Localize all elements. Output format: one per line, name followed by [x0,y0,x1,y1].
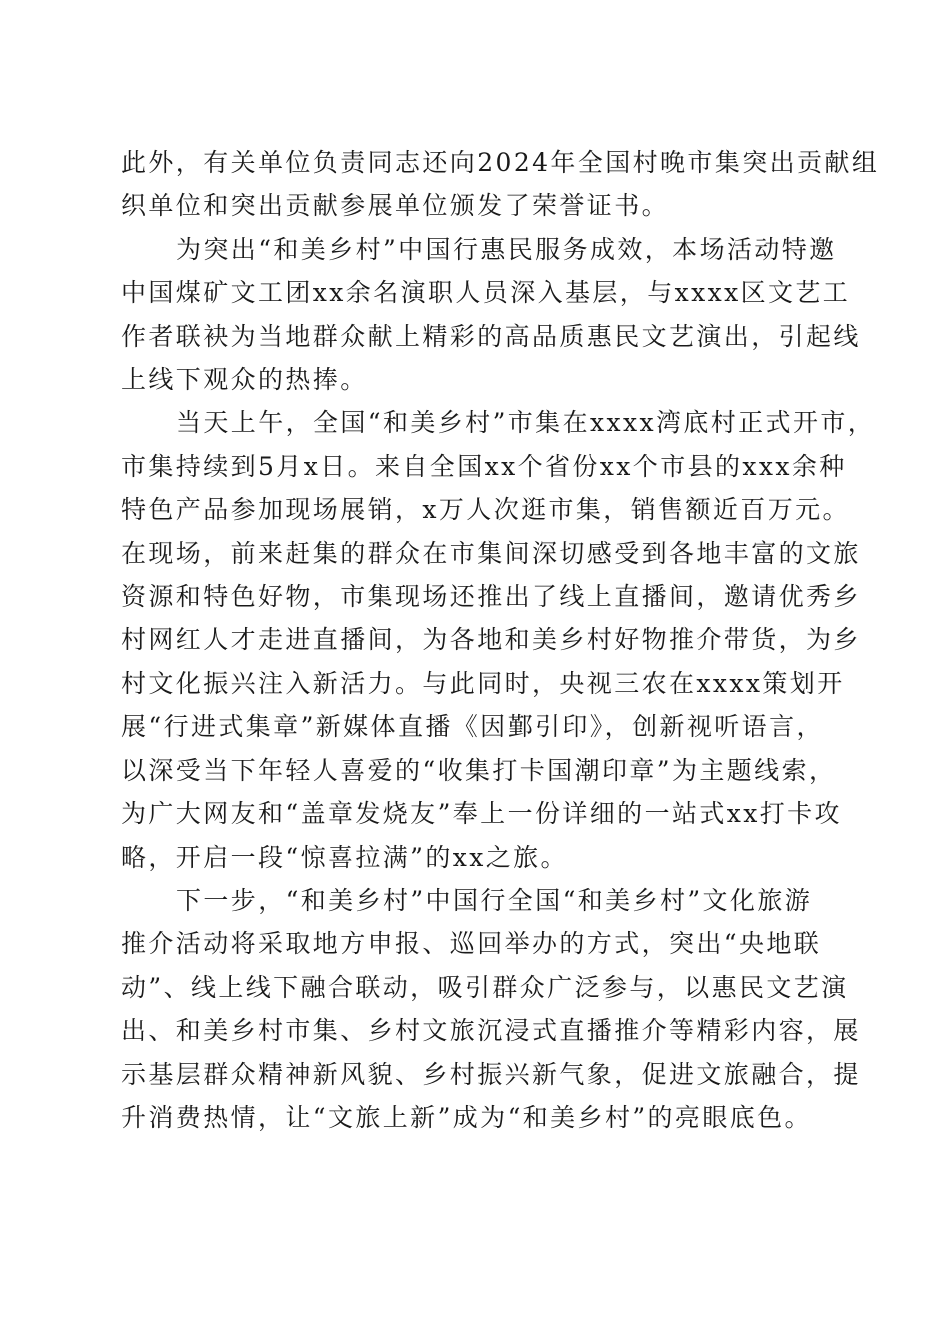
text-line: 出、和美乡村市集、乡村文旅沉浸式直播推介等精彩内容，展 [121,1016,861,1046]
text-line: 此外，有关单位负责同志还向2024年全国村晚市集突出贡献组 [121,148,880,177]
text-line: 以深受当下年轻人喜爱的“收集打卡国潮印章”为主题线索， [121,755,837,785]
text-line: 在现场，前来赶集的群众在市集间深切感受到各地丰富的文旅 [121,538,861,568]
text-line: 市集持续到5月x日。来自全国xx个省份xx个市县的xxx余种 [121,451,847,481]
paragraph-3 [121,401,876,878]
text-line: 略，开启一段“惊喜拉满”的xx之旅。 [121,842,568,872]
text-line: 下一步，“和美乡村”中国行全国“和美乡村”文化旅游 [176,885,813,915]
text-line: 为突出“和美乡村”中国行惠民服务成效，本场活动特邀 [176,234,837,264]
text-line: 织单位和突出贡献参展单位颁发了荣誉证书。 [121,191,670,221]
paragraph-2 [121,228,861,402]
text-line: 动”、线上线下融合联动，吸引群众广泛参与，以惠民文艺演 [121,972,849,1002]
text-line: 特色产品参加现场展销，x万人次逛市集，销售额近百万元。 [121,495,850,525]
text-line: 上线下观众的热捧。 [121,365,368,395]
text-line: 村文化振兴注入新活力。与此同时，央视三农在xxxx策划开 [121,668,845,698]
paragraph-4 [121,879,861,1139]
text-line: 中国煤矿文工团xx余名演职人员深入基层，与xxxx区文艺工 [121,278,851,308]
text-line: 资源和特色好物，市集现场还推出了线上直播间，邀请优秀乡 [121,582,861,612]
text-line: 作者联袂为当地群众献上精彩的高品质惠民文艺演出，引起线 [121,321,861,351]
document-body [121,141,880,1139]
text-line: 推介活动将采取地方申报、巡回举办的方式，突出“央地联 [121,929,822,959]
text-line: 展“行进式集章”新媒体直播《因鄞引印》，创新视听语言， [121,712,824,742]
text-line: 村网红人才走进直播间，为各地和美乡村好物推介带货，为乡 [121,625,861,655]
text-line: 升消费热情，让“文旅上新”成为“和美乡村”的亮眼底色。 [121,1102,812,1132]
text-line: 当天上午，全国“和美乡村”市集在xxxx湾底村正式开市， [176,408,876,438]
text-line: 示基层群众精神新风貌、乡村振兴新气象，促进文旅融合，提 [121,1059,861,1089]
text-line: 为广大网友和“盖章发烧友”奉上一份详细的一站式xx打卡攻 [121,799,842,829]
paragraph-1 [121,141,880,228]
